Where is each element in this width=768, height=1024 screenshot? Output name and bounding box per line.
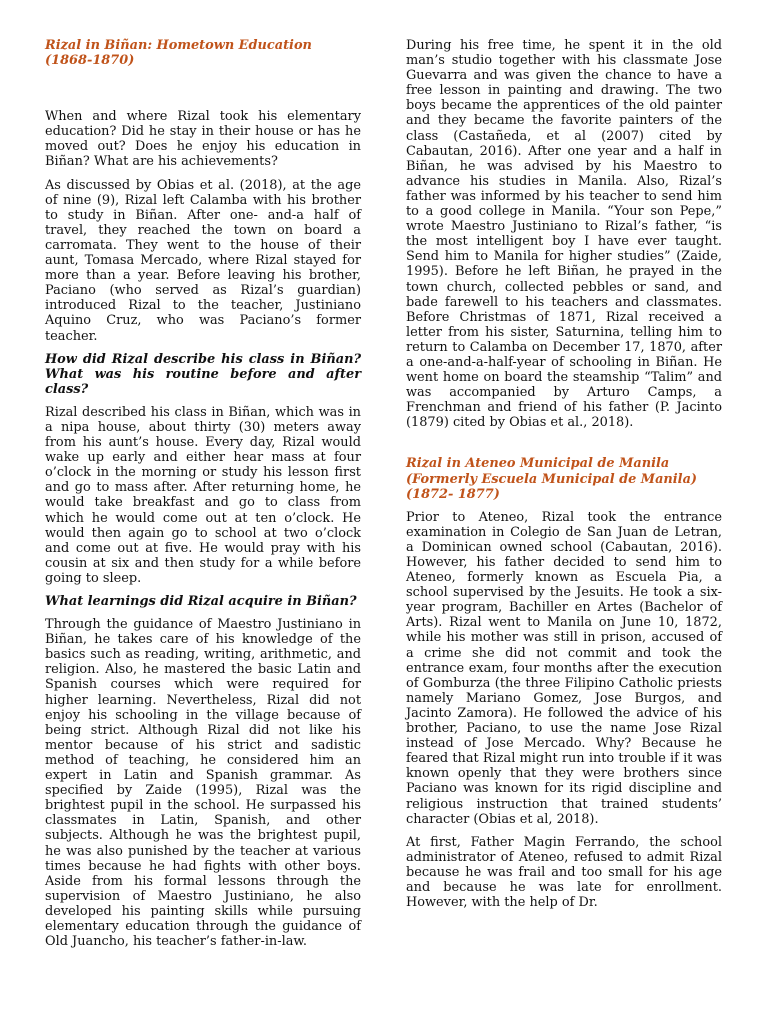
paragraph: As discussed by Obias et al. (2018), at the age of nine (9), Rizal left Calamba with his brother to study in Biñan. After one- and-a half of travel, they reached the town on board a carromata. They went to the house of their aunt, Tomasa Mercado, where Rizal stayed for more than a year. Before leaving his brother, Paciano (who served as Rizal’s guardian) introduced Rizal to the teacher, Justiniano Aquino Cruz, who was Paciano’s former teacher. bbox=[45, 177, 361, 344]
paragraph: Through the guidance of Maestro Justiniano in Biñan, he takes care of his knowledge of the basics such as reading, writing, arithmetic, and religion. Also, he mastered the basic Latin and Spanish courses which were required for higher learning. Nevertheless, Rizal did not enjoy his schooling in the village because of being strict. Although Rizal did not like his mentor because of his strict and sadistic method of teaching, he considered him an expert in Latin and Spanish grammar. As specified by Zaide (1995), Rizal was the brightest pupil in the school. He surpassed his classmates in Latin, Spanish, and other subjects. Although he was the brightest pupil, he was also punished by the teacher at various times because he had fights with other boys. Aside from his formal lessons through the supervision of Maestro Justiniano, he also developed his painting skills while pursuing elementary education through the guidance of Old Juancho, his teacher’s father-in-law. bbox=[45, 617, 361, 950]
question-heading: How did Rizal describe his class in Biñan? What was his routine before and after class? bbox=[45, 351, 361, 397]
paragraph: At first, Father Magin Ferrando, the school administrator of Ateneo, refused to admit Rizal because he was frail and too small for his age and because he was late for enrollment. However, with the help of Dr. bbox=[406, 834, 722, 911]
paragraph: Prior to Ateneo, Rizal took the entrance examination in Colegio de San Juan de Letran, a Dominican owned school (Cabautan, 2016). However, his father decided to send him to Ateneo, formerly known as Escuela Pia, a school supervised by the Jesuits. He took a six-year program, Bachiller en Artes (Bachelor of Arts). Rizal went to Manila on June 10, 1872, while his mother was still in prison, accused of a crime she did not commit and took the entrance exam, four months after the execution of Gomburza (the three Filipino Catholic priests namely Mariano Gomez, Jose Burgos, and Jacinto Zamora). He followed the advice of his brother, Paciano, to use the name Jose Rizal instead of Jose Mercado. Why? Because he feared that Rizal might run into trouble if it was known openly that they were brothers since Paciano was known for its rigid discipline and religious instruction that trained students’ character (Obias et al, 2018). bbox=[406, 509, 722, 827]
section-heading-binan: Rizal in Biñan: Hometown Education (1868-1870) bbox=[45, 38, 312, 69]
paragraph: When and where Rizal took his elementary education? Did he stay in their house or has he moved out? Does he enjoy his education in Biñan? What are his achievements? bbox=[45, 109, 361, 170]
section-heading-ateneo: Rizal in Ateneo Municipal de Manila (Formerly Escuela Municipal de Manila) (1872- 1877) bbox=[406, 456, 698, 502]
left-column bbox=[45, 38, 361, 957]
question-heading: What learnings did Rizal acquire in Biñan? bbox=[45, 594, 357, 609]
paragraph: During his free time, he spent it in the old man’s studio together with his classmate Jose Guevarra and was given the chance to have a free lesson in painting and drawing. The two boys became the apprentices of the old painter and they became the favorite painters of the class (Castañeda, et al (2007) cited by Cabautan, 2016). After one year and a half in Biñan, he was advised by his Maestro to advance his studies in Manila. Also, Rizal’s father was informed by his teacher to send him to a good college in Manila. “Your son Pepe,” wrote Maestro Justiniano to Rizal’s father, “is the most intelligent boy I have ever taught. Send him to Manila for higher studies” (Zaide, 1995). Before he left Biñan, he prayed in the town church, collected pebbles or sand, and bade farewell to his teachers and classmates. Before Christmas of 1871, Rizal received a letter from his sister, Saturnina, telling him to return to Calamba on December 17, 1870, after a one-and-a-half-year of schooling in Biñan. He went home on board the steamship “Talim” and was accompanied by Arturo Camps, a Frenchman and friend of his father (P. Jacinto (1879) cited by Obias et al., 2018). bbox=[406, 38, 722, 431]
paragraph: Rizal described his class in Biñan, which was in a nipa house, about thirty (30) meters away from his aunt’s house. Every day, Rizal would wake up early and either hear mass at four o’clock in the morning or study his lesson first and go to mass after. After returning home, he would take breakfast and go to class from which he would come out at ten o’clock. He would then again go to school at two o’clock and come out at five. He would pray with his cousin at six and then study for a while before going to sleep. bbox=[45, 404, 361, 586]
right-column bbox=[406, 38, 722, 918]
